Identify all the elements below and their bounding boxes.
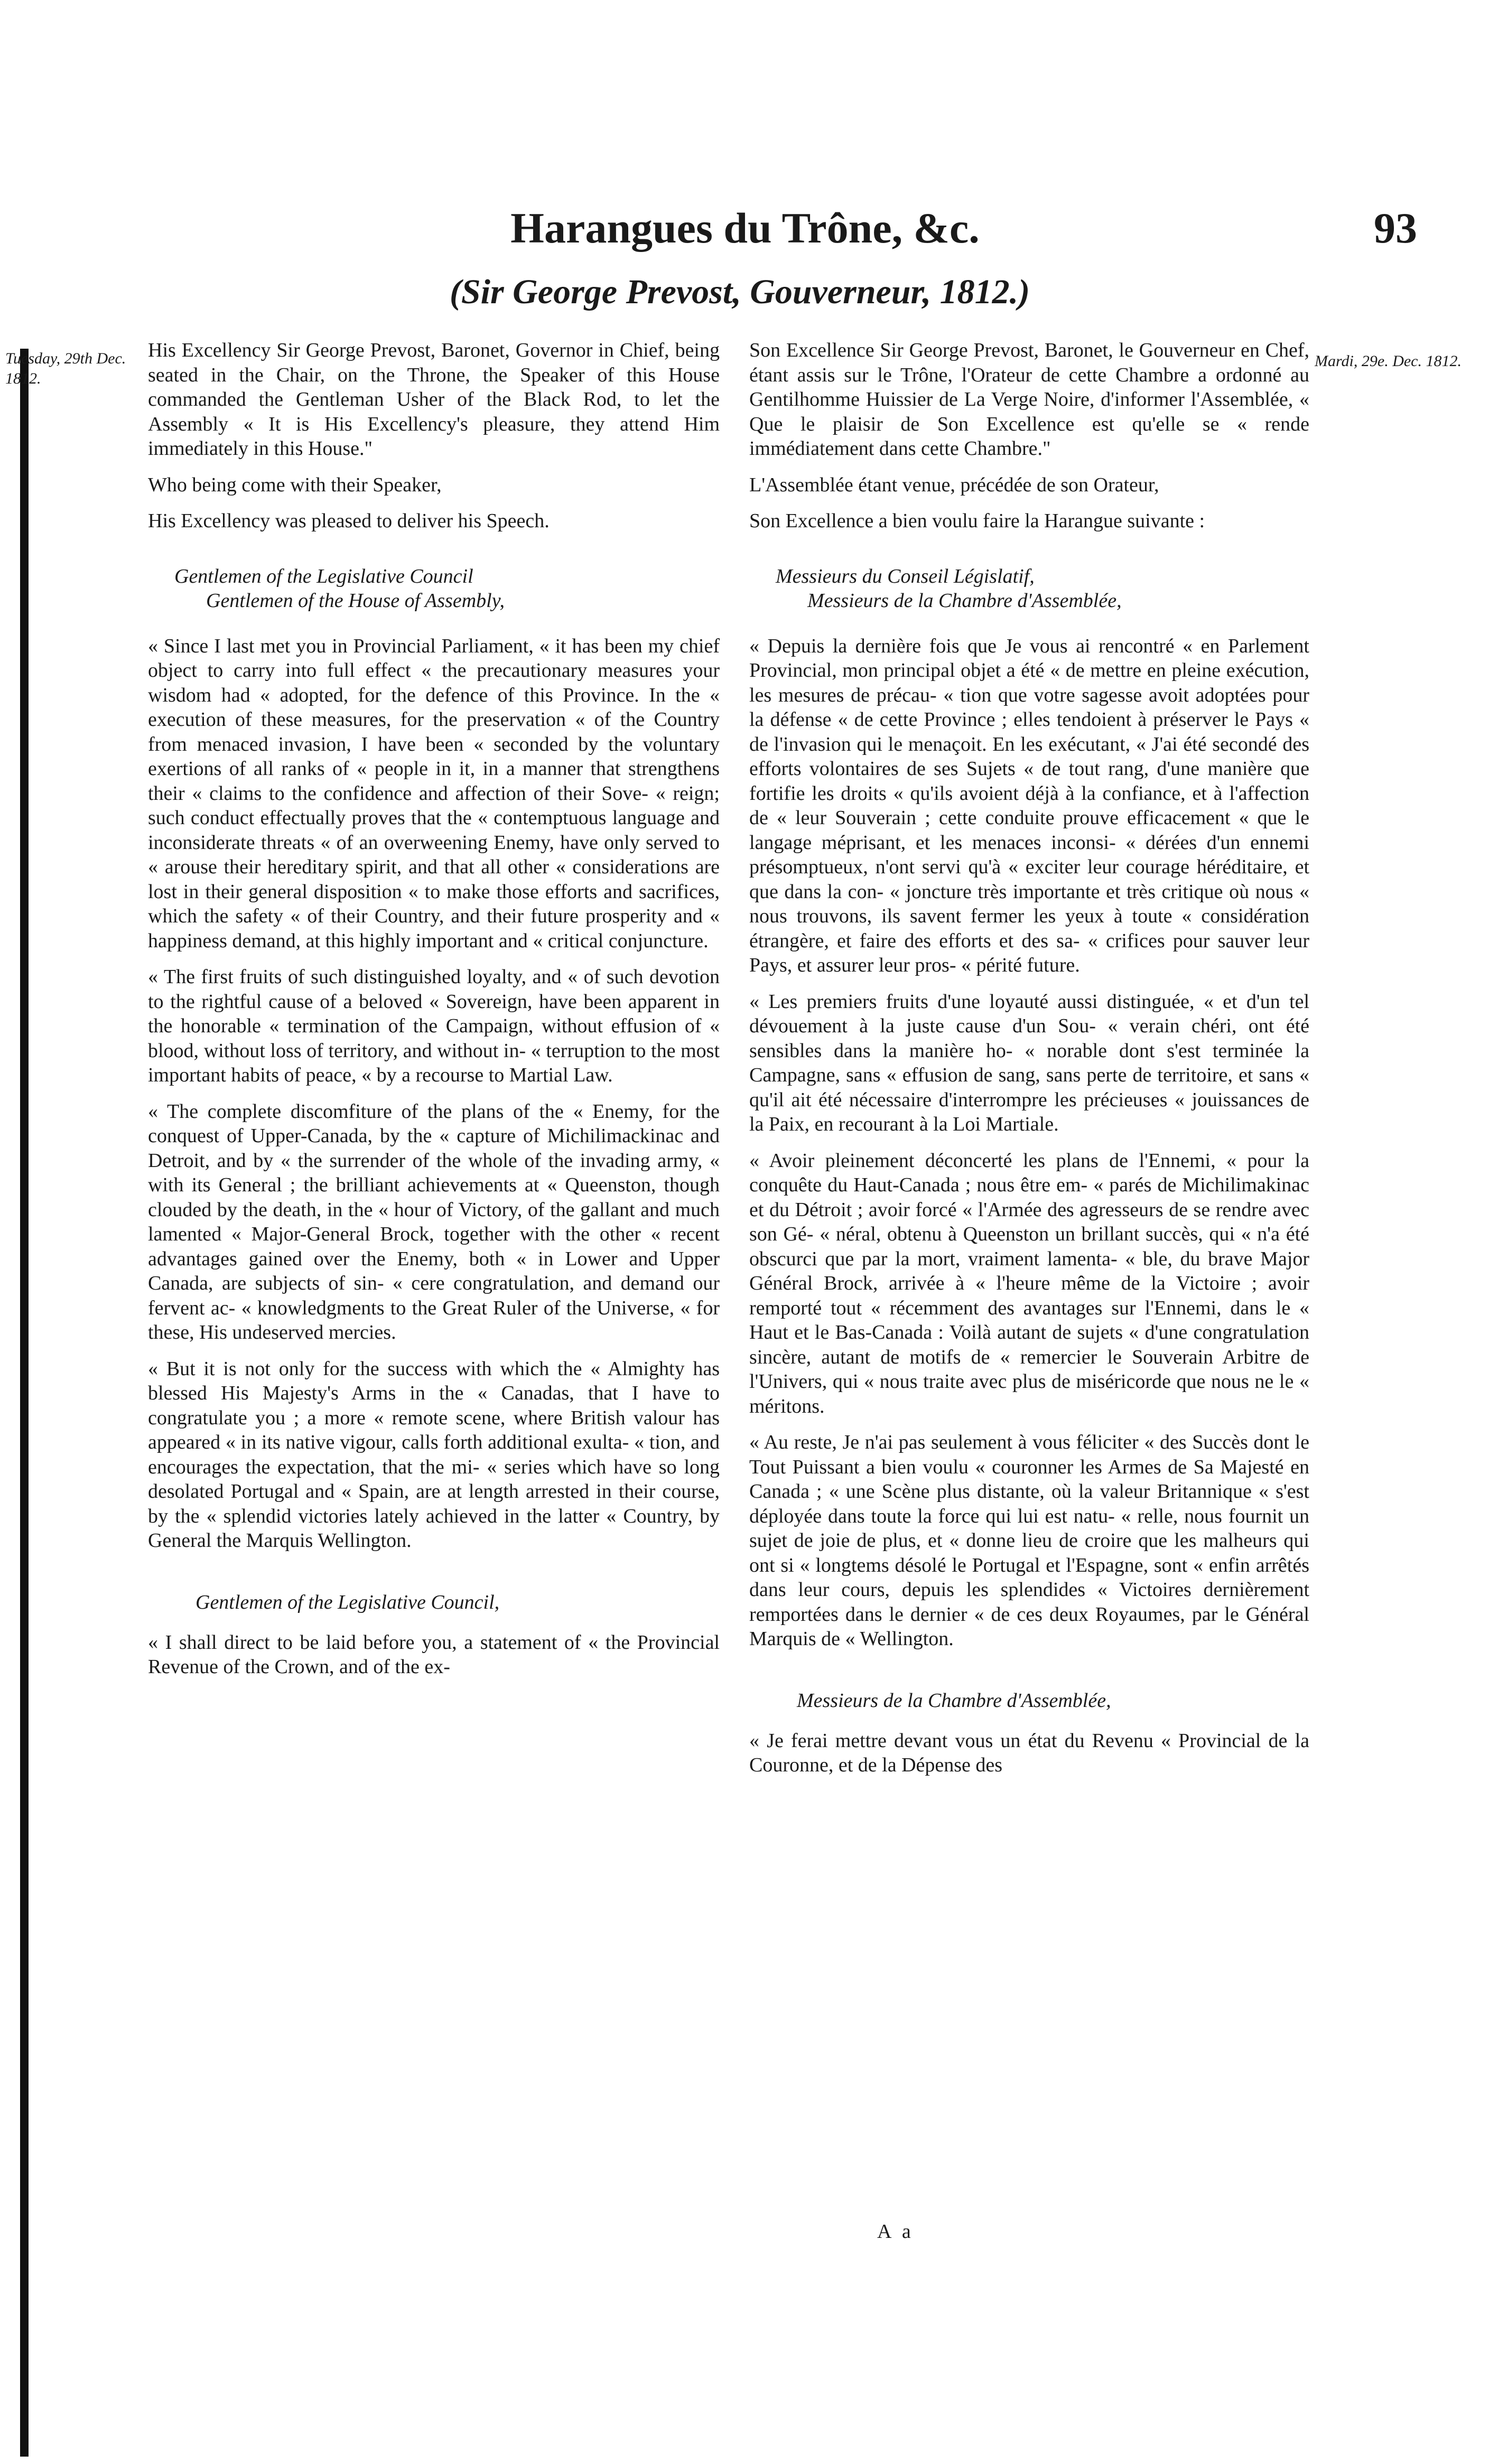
french-paragraph-2: « Les premiers fruits d'une loyauté aussi distinguée, « et d'un tel dévouement à la juste cause d'un Sou- « verain chéri, ont été sensibles dans la manière ho- « norable dont s'est terminée la Campagne, sans « effusion de sang, sans perte de territoire, et sans « qu'il ait été nécessaire d'interrompre les précieuses « jouissances de la Paix, en recourant à la Loi Martiale. (749, 990, 1309, 1135)
signature-mark: A a (877, 2220, 914, 2243)
french-paragraph-5: « Je ferai mettre devant vous un état du Revenu « Provincial de la Couronne, et de la Dépense des (749, 1729, 1309, 1776)
english-paragraph-3: « The complete discomfiture of the plans of the « Enemy, for the conquest of Upper-Canada, by the « capture of Michilimackinac and Detroit, and by « the surrender of the whole of the invading army, « with its General ; the brilliant achievements at « Queenston, though clouded by the death, in the « hour of Victory, of the gallant and much lamented « Major-General Brock, together with the other « recent advantages gained over the Enemy, both « in Lower and Upper Canada, are subjects of sin- « cere congratulation, and demand our fervent ac- « knowledgments to the Great Ruler of the Universe, « for these, His undeserved mercies. (148, 1100, 720, 1343)
page-title: Harangues du Trône, &c. (510, 204, 980, 252)
english-column (148, 338, 720, 1691)
french-column (749, 338, 1309, 1789)
page-number: 93 (1374, 204, 1417, 252)
english-intro: His Excellency Sir George Prevost, Baronet, Governor in Chief, being seated in the Chair, on the Throne, the Speaker of this House commanded the Gentleman Usher of the Black Rod, to let the Assembly « It is His Excellency's pleasure, they attend Him immediately in this House." (148, 339, 720, 460)
page-subtitle: (Sir George Prevost, Gouverneur, 1812.) (449, 273, 1030, 311)
french-paragraph-3: « Avoir pleinement déconcerté les plans de l'Ennemi, « pour la conquête du Haut-Canada ; nous être em- « parés de Michilimakinac et du Détroit ; avoir forcé « l'Armée des agresseurs de se rendre avec son Gé- « néral, obtenu à Queenston un brillant succès, qui « n'a été obscurci que par la mort, vraiment lamenta- « ble, du brave Major Général Brock, arrivée à « l'heure même de la Victoire ; avoir remporté tout « récemment des avantages sur l'Ennemi, dans le « Haut et le Bas-Canada : Voilà autant de sujets « d'une congratulation sincère, autant de motifs de « remercier le Souverain Arbitre de l'Univers, qui « nous traite avec plus de miséricorde que nous ne le « méritons. (749, 1149, 1309, 1417)
english-paragraph-5: « I shall direct to be laid before you, a statement of « the Provincial Revenue of the Crown, and of the ex- (148, 1631, 720, 1678)
english-address (148, 564, 720, 613)
english-subheading: Gentlemen of the Legislative Council, (196, 1591, 500, 1613)
english-address-council: Gentlemen of the Legislative Council (174, 565, 473, 587)
french-address (749, 564, 1309, 613)
margin-date-french: Mardi, 29e. Dec. 1812. (1315, 352, 1462, 370)
margin-date-english: Tuesday, 29th Dec. 1812. (5, 350, 126, 387)
english-paragraph-2: « The first fruits of such distinguished loyalty, and « of such devotion to the rightful cause of a beloved « Sovereign, have been apparent in the honorable « termination of the Campaign, without effusion of « blood, without loss of territory, and without in- « terruption to the most important habits of peace, « by a recourse to Martial Law. (148, 966, 720, 1086)
english-paragraph-1: « Since I last met you in Provincial Parliament, « it has been my chief object to carry into full effect « the precautionary measures your wisdom had « adopted, for the defence of this Province. In the « execution of these measures, for the preservation « of the Country from menaced invasion, I have been « seconded by the voluntary exertions of all ranks of « people in it, in a manner that strengthens their « claims to the confidence and affection of their Sove- « reign; such conduct effectually proves that the « contemptuous language and inconsiderate threats « of an overweening Enemy, have only served to « arouse their hereditary spirit, and that all other « considerations are lost in their general disposition « to make those efforts and sacrifices, which the safety « of their Country, and their future prosperity and « happiness demand, at this highly important and « critical conjuncture. (148, 634, 720, 952)
french-address-assembly: Messieurs de la Chambre d'Assemblée, (807, 589, 1122, 612)
french-address-council: Messieurs du Conseil Législatif, (776, 565, 1035, 587)
french-paragraph-4: « Au reste, Je n'ai pas seulement à vous féliciter « des Succès dont le Tout Puissant a bien voulu « couronner les Armes de Sa Majesté en Canada ; « une Scène plus distante, où la valeur Britannique « s'est déployée dans toute la force qui lui est natu- « relle, nous fournit un sujet de joie de plus, et « donne lieu de croire que les malheurs qui ont si « longtems désolé le Portugal et l'Espagne, sont « enfin arrêtés dans leur cours, depuis les splendides « Victoires dernièrement remportées dans le dernier « de ces deux Royaumes, par le Général Marquis de « Wellington. (749, 1431, 1309, 1650)
french-speech-intro: Son Excellence a bien voulu faire la Harangue suivante : (749, 510, 1205, 532)
english-speech-intro: His Excellency was pleased to deliver his Speech. (148, 510, 550, 532)
french-arrival: L'Assemblée étant venue, précédée de son Orateur, (749, 473, 1159, 496)
french-paragraph-1: « Depuis la dernière fois que Je vous ai rencontré « en Parlement Provincial, mon principal objet a été « de mettre en pleine exécution, les mesures de précau- « tion que votre sagesse avoit adoptées pour la défense « de cette Province ; elles tendoient à préserver le Pays « de l'invasion qui le menaçoit. En les exécutant, « J'ai été secondé des efforts volontaires de ses Sujets « de tout rang, d'une manière que fortifie les droits « qu'ils avoient déjà à la confiance, et à l'affection de « leur Souverain ; cette conduite prouve efficacement « que le langage méprisant, et les menaces inconsi- « dérées d'un ennemi présomptueux, n'ont servi qu'à « exciter leur courage héréditaire, et que dans la con- « joncture très importante et très critique où nous « nous trouvons, ils savent fermer les yeux à toute « considération étrangère, et faire des efforts et des sa- « crifices pour sauver leur Pays, et assurer leur pros- « périté future. (749, 634, 1309, 976)
english-paragraph-4: « But it is not only for the success with which the « Almighty has blessed His Majesty's Arms in the « Canadas, that I have to congratulate you ; a more « remote scene, where British valour has appeared « in its native vigour, calls forth additional exulta- « tion, and encourages the expectation, that the mi- « series which have so long desolated Portugal and « Spain, are at length arrested in their course, by the « splendid victories lately achieved in the latter « Country, by General the Marquis Wellington. (148, 1357, 720, 1552)
french-intro: Son Excellence Sir George Prevost, Baronet, le Gouverneur en Chef, étant assis sur le Trône, l'Orateur de cette Chambre a ordonné au Gentilhomme Huissier de La Verge Noire, d'informer l'Assemblée, « Que le plaisir de Son Excellence est qu'elle se « rende immédiatement dans cette Chambre." (749, 339, 1309, 460)
french-subheading: Messieurs de la Chambre d'Assemblée, (797, 1689, 1111, 1712)
english-address-assembly: Gentlemen of the House of Assembly, (206, 589, 505, 612)
book-spine-edge (20, 349, 29, 2457)
english-arrival: Who being come with their Speaker, (148, 473, 442, 496)
